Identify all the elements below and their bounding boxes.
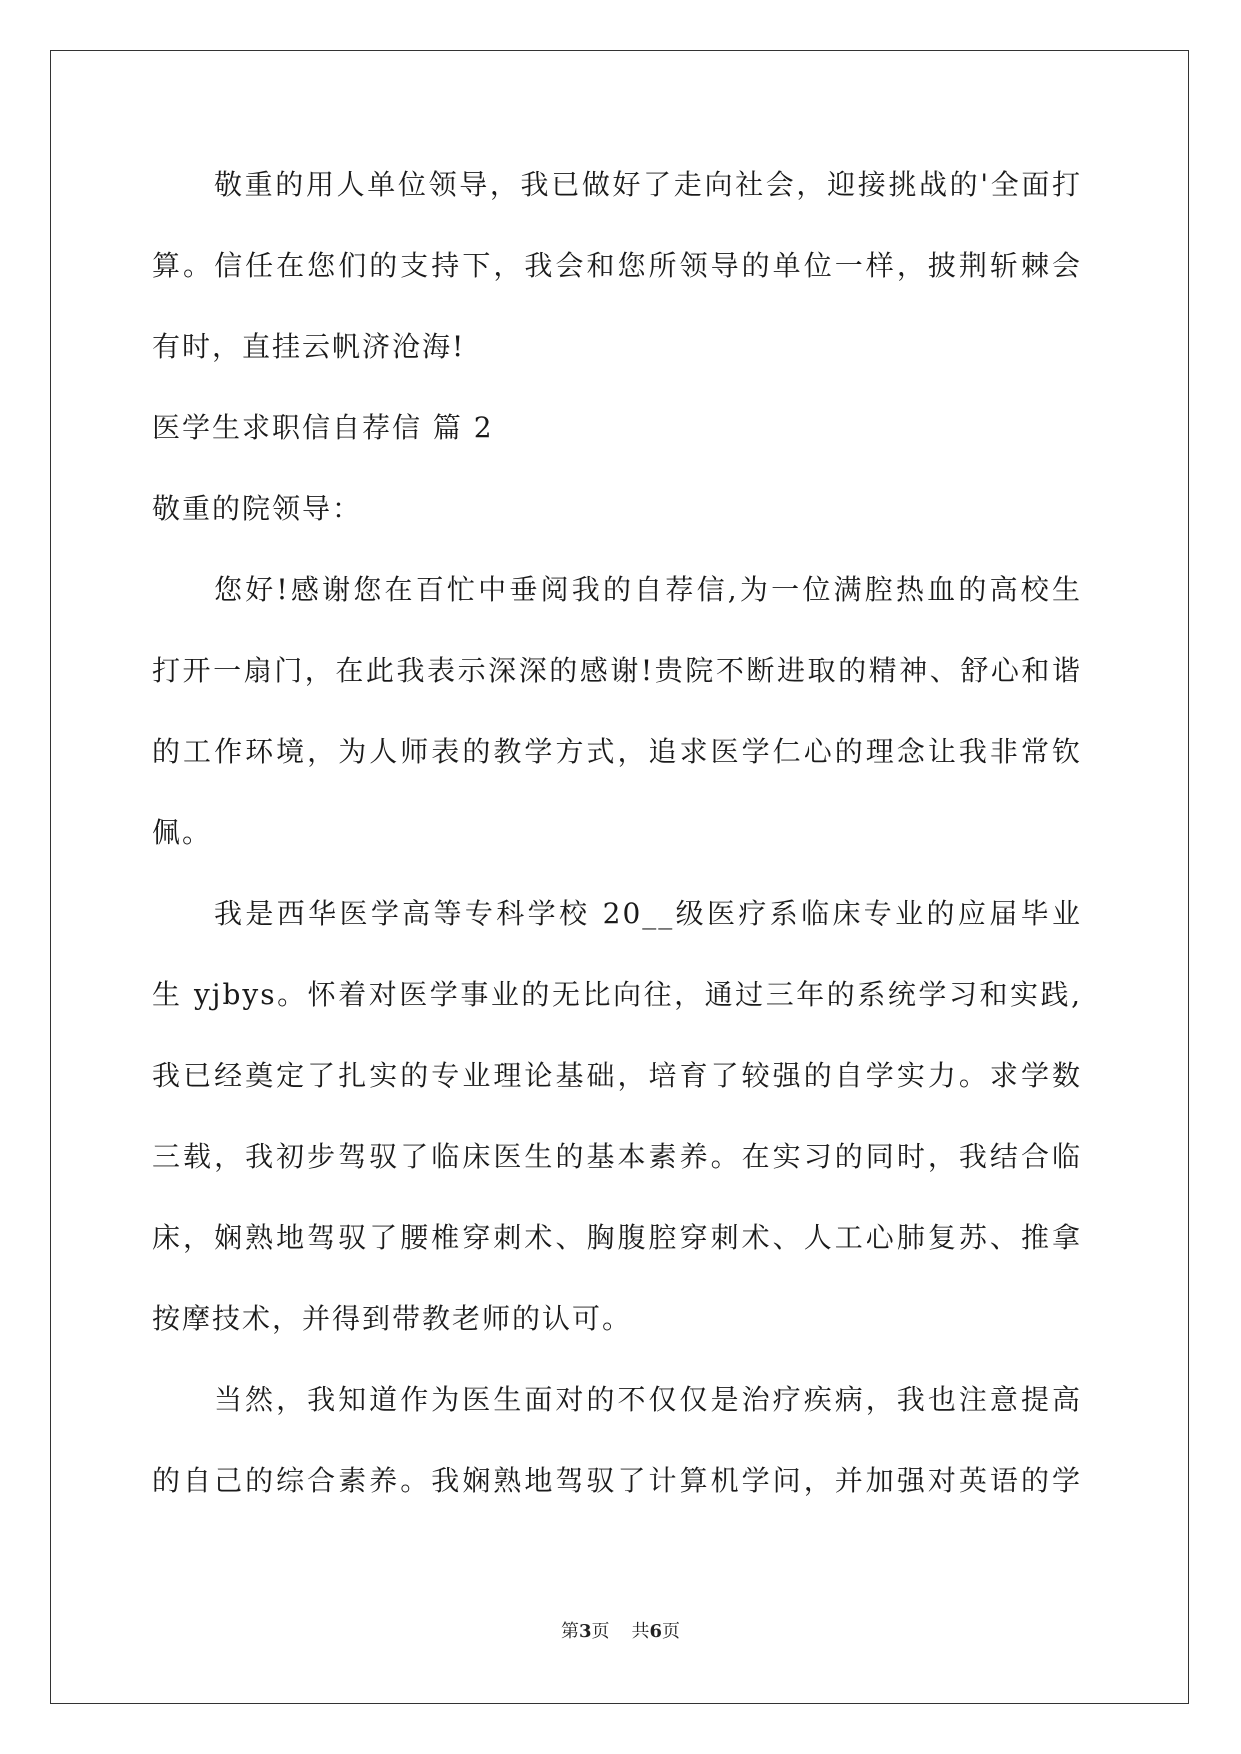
paragraph-line: 按摩技术，并得到带教老师的认可。 <box>152 1302 633 1335</box>
paragraph-line: 三载，我初步驾驭了临床医生的基本素养。在实习的同时，我结合临 <box>152 1140 1082 1173</box>
paragraph-line: 您好!感谢您在百忙中垂阅我的自荐信,为一位满腔热血的高校生 <box>214 573 1082 606</box>
paragraph-line: 算。信任在您们的支持下，我会和您所领导的单位一样，披荆斩棘会 <box>152 249 1082 282</box>
paragraph-line: 当然，我知道作为医生面对的不仅仅是治疗疾病，我也注意提高 <box>214 1383 1082 1416</box>
current-page-number: 3 <box>578 1621 592 1642</box>
total-suffix: 页 <box>662 1621 681 1642</box>
salutation: 敬重的院领导： <box>152 492 363 525</box>
page-prefix: 第 <box>560 1621 579 1642</box>
paragraph-line: 佩。 <box>152 816 213 849</box>
paragraph-line: 的自己的综合素养。我娴熟地驾驭了计算机学问，并加强对英语的学 <box>152 1464 1082 1497</box>
page-footer <box>0 1617 1241 1643</box>
section-heading: 医学生求职信自荐信 篇 2 <box>152 411 494 444</box>
paragraph-line: 生 yjbys。怀着对医学事业的无比向往，通过三年的系统学习和实践, <box>152 978 1082 1011</box>
paragraph-line: 的工作环境，为人师表的教学方式，追求医学仁心的理念让我非常钦 <box>152 735 1082 768</box>
paragraph-line: 打开一扇门，在此我表示深深的感谢!贵院不断进取的精神、舒心和谐 <box>152 654 1082 687</box>
paragraph-line: 我是西华医学高等专科学校 20__级医疗系临床专业的应届毕业 <box>214 897 1082 930</box>
total-page-number: 6 <box>649 1621 663 1642</box>
paragraph-line: 床，娴熟地驾驭了腰椎穿刺术、胸腹腔穿刺术、人工心肺复苏、推拿 <box>152 1221 1082 1254</box>
total-prefix: 共 <box>631 1621 650 1642</box>
paragraph-line: 有时，直挂云帆济沧海! <box>152 330 466 363</box>
document-body <box>152 165 1082 1542</box>
paragraph-line: 我已经奠定了扎实的专业理论基础，培育了较强的自学实力。求学数 <box>152 1059 1082 1092</box>
paragraph-line: 敬重的用人单位领导，我已做好了走向社会，迎接挑战的'全面打 <box>214 168 1082 201</box>
page-suffix: 页 <box>591 1621 610 1642</box>
